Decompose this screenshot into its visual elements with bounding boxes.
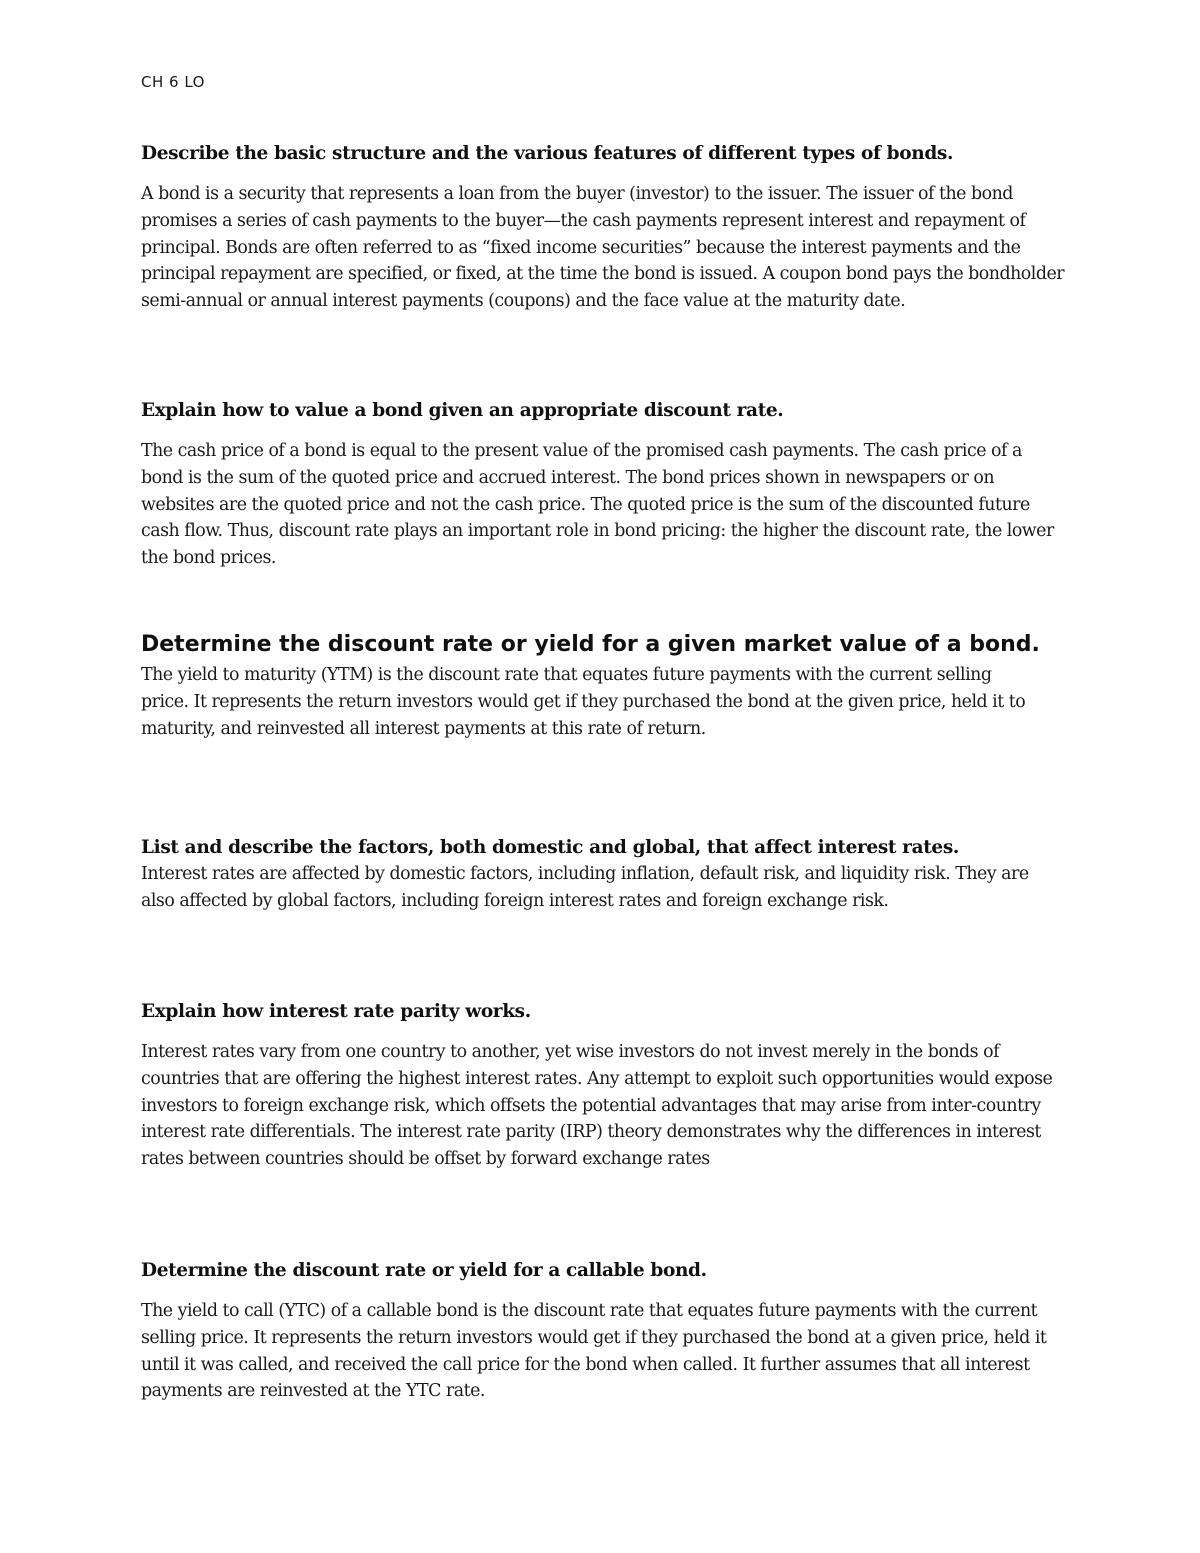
- section-discount-rate-yield: [141, 630, 1041, 742]
- section-body: The yield to call (YTC) of a callable bond is the discount rate that equates future payments with the current selling price. It represents the return investors would get if they purchased the bond at a given price, held it until it was called, and received the call price for the bond when called. It further assumes that all interest payments are reinvested at the YTC rate.: [141, 1301, 1047, 1402]
- section-heading: List and describe the factors, both domestic and global, that affect interest rates.: [141, 837, 959, 858]
- section-body: A bond is a security that represents a loan from the buyer (investor) to the issuer. The issuer of the bond promises a series of cash payments to the buyer—the cash payments represent interest and repayment of principal. Bonds are often referred to as “fixed income securities” because the interest payments and the principal repayment are specified, or fixed, at the time the bond is issued. A coupon bond pays the bondholder semi-annual or annual interest payments (coupons) and the face value at the maturity date.: [141, 184, 1065, 312]
- section-body: The cash price of a bond is equal to the present value of the promised cash payments. The cash price of a bond is the sum of the quoted price and accrued interest. The bond prices shown in newspapers or on websites are the quoted price and not the cash price. The quoted price is the sum of the discounted future cash flow. Thus, discount rate plays an important role in bond pricing: the higher the discount rate, the lower the bond prices.: [141, 441, 1054, 569]
- section-body: Interest rates are affected by domestic factors, including inflation, default risk, and liquidity risk. They are also affected by global factors, including foreign interest rates and foreign exchange risk.: [141, 864, 1029, 911]
- section-heading: Describe the basic structure and the various features of different types of bonds.: [141, 143, 954, 164]
- section-bond-structure: [141, 140, 1066, 315]
- section-body: Interest rates vary from one country to another, yet wise investors do not invest merely in the bonds of countries that are offering the highest interest rates. Any attempt to exploit such opportunities would expose investors to foreign exchange risk, which offsets the potential advantages that may arise from inter-country interest rate differentials. The interest rate parity (IRP) theory demonstrates why the differences in interest rates between countries should be offset by forward exchange rates: [141, 1042, 1053, 1170]
- section-interest-rate-factors: [141, 834, 1066, 915]
- document-header-label: CH 6 LO: [141, 73, 205, 91]
- section-heading: Determine the discount rate or yield for a given market value of a bond.: [141, 632, 1040, 657]
- section-heading: Determine the discount rate or yield for a callable bond.: [141, 1260, 707, 1281]
- section-heading: Explain how interest rate parity works.: [141, 1001, 531, 1022]
- section-callable-bond: [141, 1257, 1066, 1405]
- section-heading: Explain how to value a bond given an appropriate discount rate.: [141, 400, 784, 421]
- section-body: The yield to maturity (YTM) is the discount rate that equates future payments with the current selling price. It represents the return investors would get if they purchased the bond at the given price, held it to maturity, and reinvested all interest payments at this rate of return.: [141, 665, 1026, 739]
- section-interest-rate-parity: [141, 998, 1066, 1173]
- section-bond-valuation: [141, 397, 1066, 572]
